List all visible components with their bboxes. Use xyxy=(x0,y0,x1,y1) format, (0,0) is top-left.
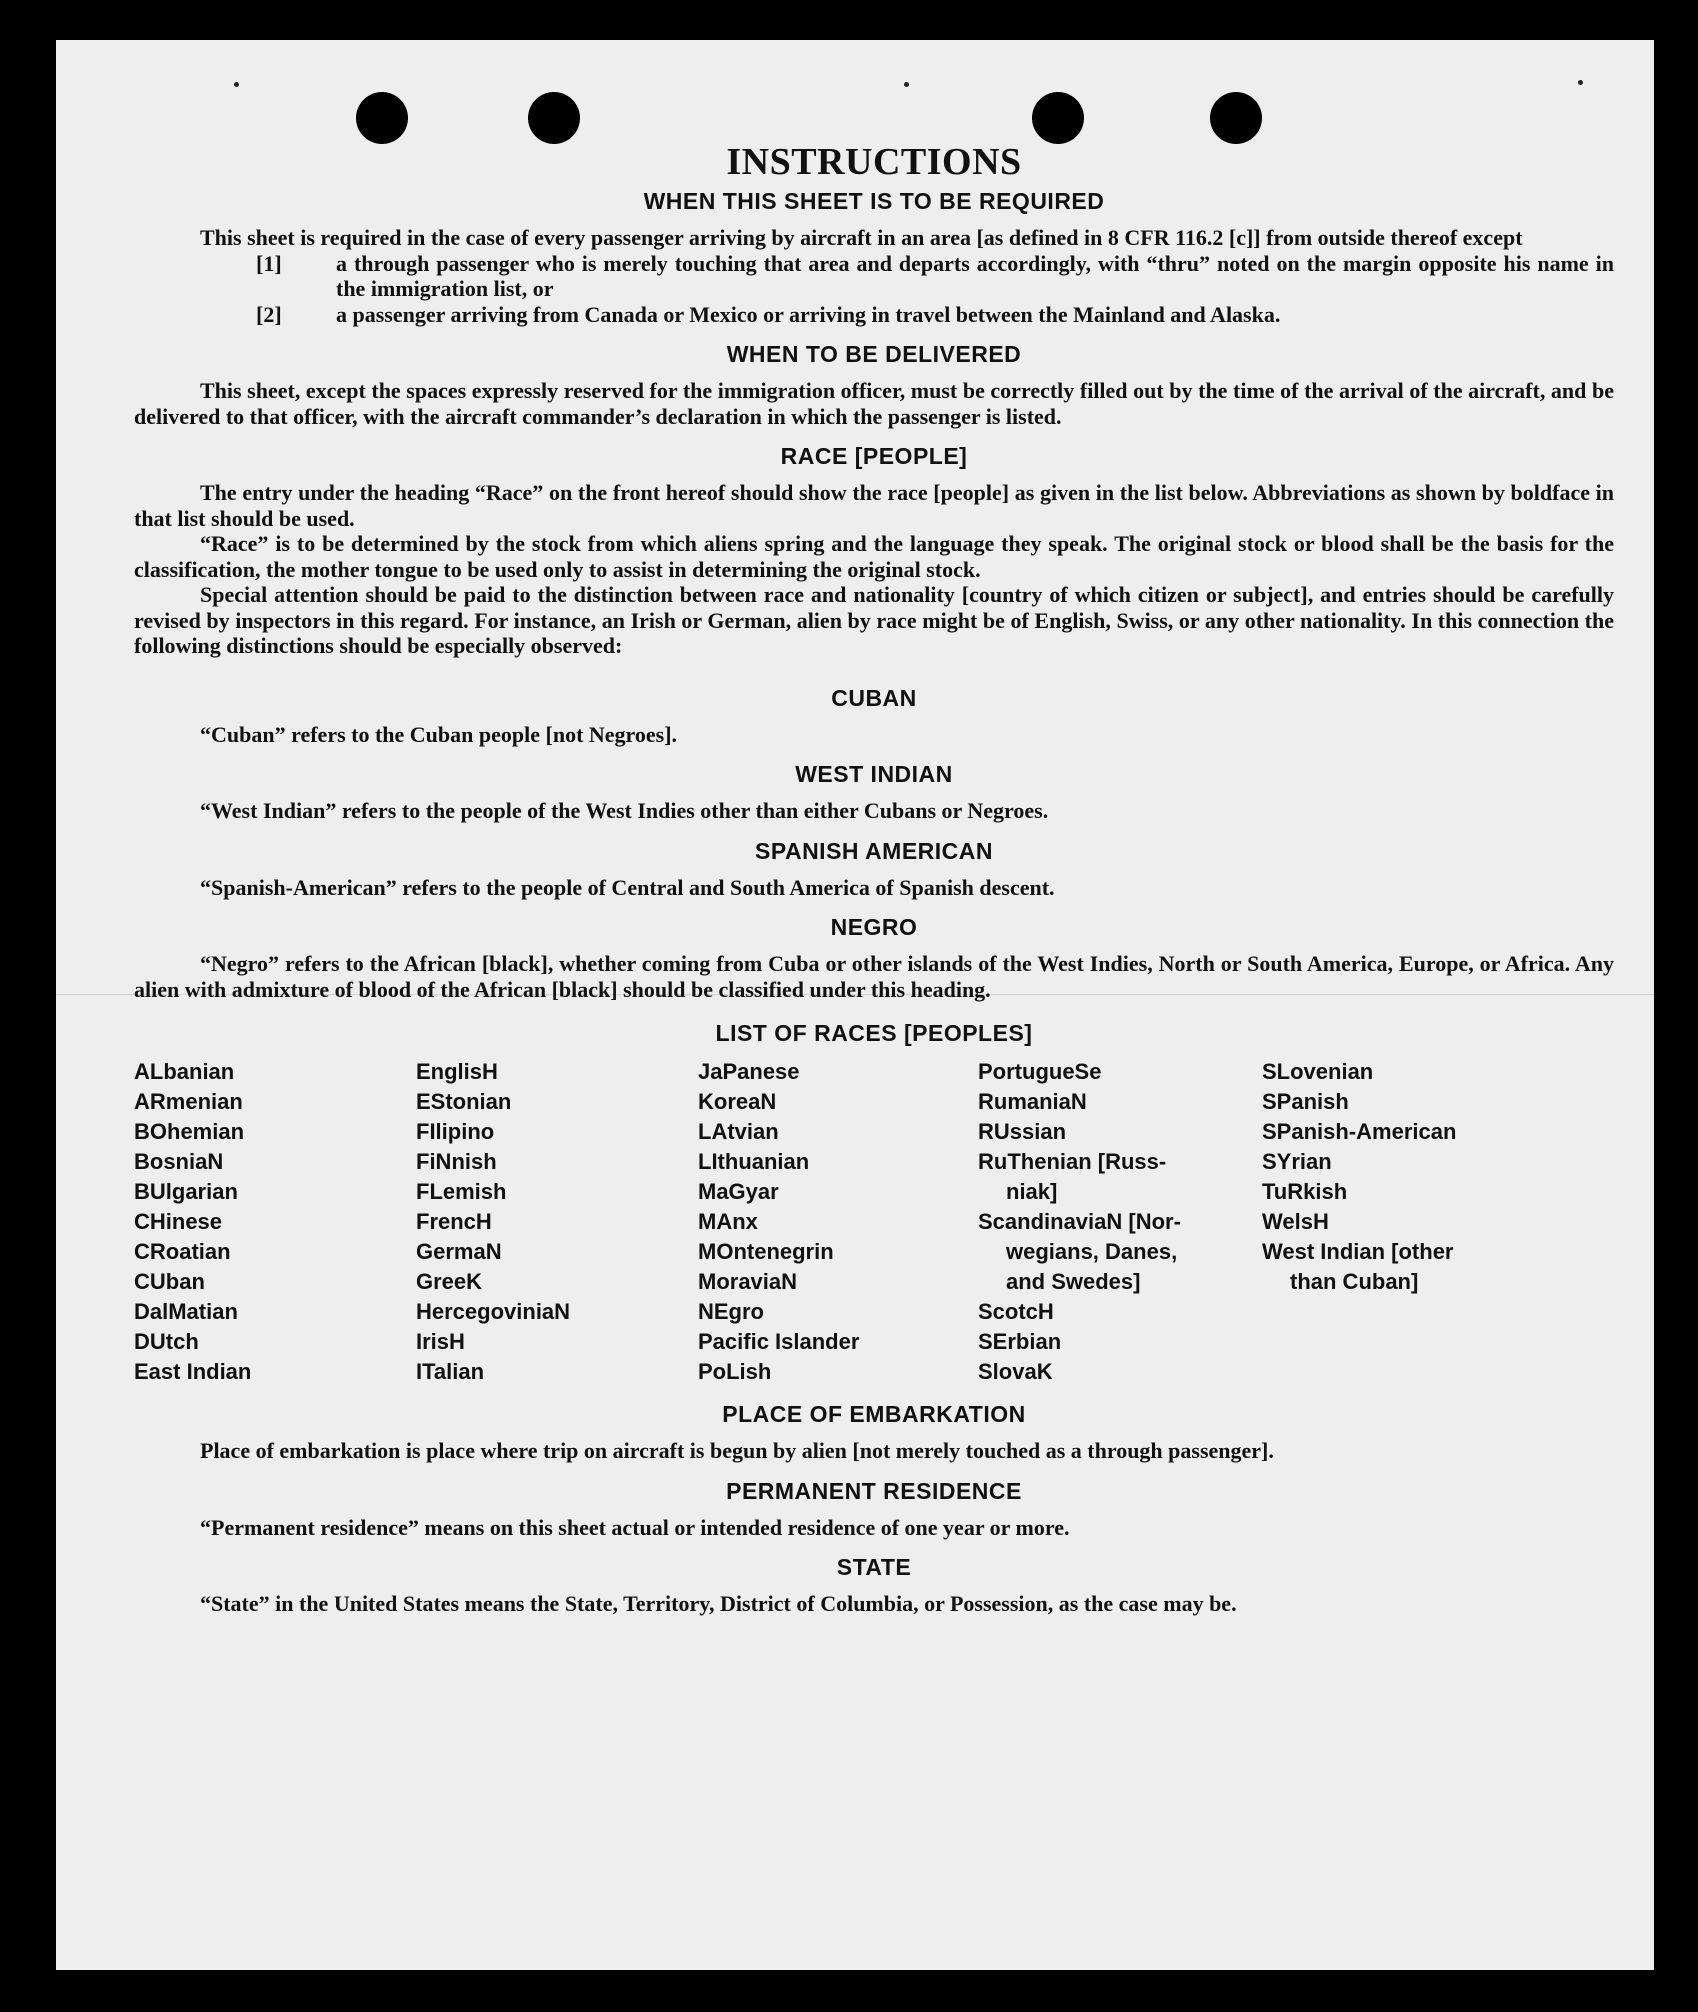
race-entry: FrencH xyxy=(416,1209,492,1234)
page-title: INSTRUCTIONS xyxy=(726,141,1022,183)
race-entry: GermaN xyxy=(416,1239,502,1264)
race-entry: DalMatian xyxy=(134,1299,238,1324)
race-entry: West Indian [other xyxy=(1262,1239,1454,1264)
races-column xyxy=(1262,1057,1512,1387)
race-paragraph-3: Special attention should be paid to the distinction between race and nationality [country of which citizen or subject], and entries should be carefully revised by inspectors in this regard. For instance, an Irish or German, alien by race might be of English, Swiss, or any other nationality. In this connection the following distinctions should be especially observed: xyxy=(134,582,1614,658)
race-entry: MaGyar xyxy=(698,1179,779,1204)
negro-text: “Negro” refers to the African [black], whether coming from Cuba or other islands of the West Indies, North or South America, Europe, or Africa. Any alien with admixture of blood of the African [black] should be classified under this heading. xyxy=(134,951,1614,1002)
heading-permanent-residence: PERMANENT RESIDENCE xyxy=(726,1477,1022,1504)
race-paragraph-1: The entry under the heading “Race” on the front hereof should show the race [people] as given in the list below. Abbreviations as shown by boldface in that list should be used. xyxy=(134,480,1614,531)
exception-text: a passenger arriving from Canada or Mexico or arriving in travel between the Mainland and Alaska. xyxy=(336,301,1281,327)
race-entry: CUban xyxy=(134,1269,205,1294)
exception-item xyxy=(256,302,1614,328)
races-column xyxy=(416,1057,698,1387)
document-sheet xyxy=(56,40,1654,1970)
race-entry: MOntenegrin xyxy=(698,1239,834,1264)
race-entry: KoreaN xyxy=(698,1089,777,1114)
speck xyxy=(1578,80,1583,85)
spanish-american-text: “Spanish-American” refers to the people of Central and South America of Spanish descent. xyxy=(200,874,1055,900)
race-entry: ALbanian xyxy=(134,1059,235,1084)
exception-number: [2] xyxy=(256,301,282,327)
punch-hole xyxy=(528,92,580,144)
race-entry: HercegoviniaN xyxy=(416,1299,571,1324)
instructions-content xyxy=(134,140,1614,1617)
speck xyxy=(904,82,909,87)
races-column xyxy=(978,1057,1262,1387)
race-entry: CHinese xyxy=(134,1209,223,1234)
embarkation-text: Place of embarkation is place where trip on aircraft is begun by alien [not merely touched as a through passenger]. xyxy=(200,1438,1274,1463)
heading-list-of-races: LIST OF RACES [PEOPLES] xyxy=(715,1020,1033,1046)
race-entry: TuRkish xyxy=(1262,1179,1348,1204)
race-entry: LIthuanian xyxy=(698,1149,810,1174)
race-entry: LAtvian xyxy=(698,1119,779,1144)
race-entry: EnglisH xyxy=(416,1059,498,1084)
races-column xyxy=(134,1057,416,1387)
race-entry: and Swedes] xyxy=(1006,1269,1141,1294)
state-text: “State” in the United States means the State, Territory, District of Columbia, or Possession, as the case may be. xyxy=(200,1591,1237,1616)
race-entry: East Indian xyxy=(134,1359,252,1384)
punch-hole xyxy=(1210,92,1262,144)
heading-race: RACE [PEOPLE] xyxy=(780,443,968,469)
when-required-intro: This sheet is required in the case of every passenger arriving by aircraft in an area [as defined in 8 CFR 116.2 [c]] from outside thereof except xyxy=(200,225,1523,250)
race-entry: RumaniaN xyxy=(978,1089,1087,1114)
race-entry: SErbian xyxy=(978,1329,1062,1354)
race-entry: BUlgarian xyxy=(134,1179,238,1204)
race-entry: ScotcH xyxy=(978,1299,1054,1324)
race-entry: SPanish-American xyxy=(1262,1119,1457,1144)
heading-embarkation: PLACE OF EMBARKATION xyxy=(722,1401,1026,1427)
heading-when-required: WHEN THIS SHEET IS TO BE REQUIRED xyxy=(643,188,1105,214)
race-entry: Pacific Islander xyxy=(698,1329,860,1354)
races-list xyxy=(134,1057,1614,1387)
heading-negro: NEGRO xyxy=(830,914,918,940)
race-entry: wegians, Danes, xyxy=(1006,1239,1178,1264)
race-entry: FiNnish xyxy=(416,1149,497,1174)
heading-west-indian: WEST INDIAN xyxy=(795,761,953,787)
race-entry: GreeK xyxy=(416,1269,483,1294)
heading-state: STATE xyxy=(836,1554,912,1580)
heading-cuban: CUBAN xyxy=(831,684,917,711)
race-entry: MoraviaN xyxy=(698,1269,798,1294)
race-entry: RuThenian [Russ- xyxy=(978,1149,1167,1174)
race-entry: RUssian xyxy=(978,1119,1067,1144)
race-entry: JaPanese xyxy=(698,1059,800,1084)
race-entry: EStonian xyxy=(416,1089,512,1114)
race-entry: SYrian xyxy=(1262,1149,1332,1174)
punch-hole xyxy=(356,92,408,144)
west-indian-text: “West Indian” refers to the people of the West Indies other than either Cubans or Negroes. xyxy=(200,798,1049,823)
race-entry: IrisH xyxy=(416,1329,465,1354)
races-column xyxy=(698,1057,978,1387)
race-entry: CRoatian xyxy=(134,1239,231,1264)
race-entry: PoLish xyxy=(698,1359,772,1384)
punch-hole xyxy=(1032,92,1084,144)
speck xyxy=(234,82,239,87)
permanent-residence-text: “Permanent residence” means on this sheet actual or intended residence of one year or more. xyxy=(200,1514,1070,1540)
race-entry: than Cuban] xyxy=(1290,1269,1419,1294)
exception-number: [1] xyxy=(256,250,282,276)
race-entry: SPanish xyxy=(1262,1089,1349,1114)
race-entry: BosniaN xyxy=(134,1149,224,1174)
race-entry: FLemish xyxy=(416,1179,507,1204)
race-entry: ARmenian xyxy=(134,1089,243,1114)
race-entry: SLovenian xyxy=(1262,1059,1374,1084)
race-entry: MAnx xyxy=(698,1209,758,1234)
exception-text: a through passenger who is merely touching that area and departs accordingly, with “thru” noted on the margin opposite his name in the immigration list, or xyxy=(336,250,1614,301)
heading-when-delivered: WHEN TO BE DELIVERED xyxy=(726,341,1022,367)
race-entry: FIlipino xyxy=(416,1119,495,1144)
race-entry: ScandinaviaN [Nor- xyxy=(978,1209,1181,1234)
race-entry: PortugueSe xyxy=(978,1059,1102,1084)
cuban-text: “Cuban” refers to the Cuban people [not Negroes]. xyxy=(200,721,678,747)
race-entry: DUtch xyxy=(134,1329,199,1354)
race-entry: BOhemian xyxy=(134,1119,245,1144)
race-entry: NEgro xyxy=(698,1299,764,1324)
race-entry: niak] xyxy=(1006,1179,1058,1204)
race-entry: ITalian xyxy=(416,1359,485,1384)
heading-spanish-american: SPANISH AMERICAN xyxy=(754,837,993,864)
race-entry: SlovaK xyxy=(978,1359,1053,1384)
exception-item xyxy=(256,251,1614,302)
race-entry: WelsH xyxy=(1262,1209,1329,1234)
when-delivered-text: This sheet, except the spaces expressly reserved for the immigration officer, must be correctly filled out by the time of the arrival of the aircraft, and be delivered to that officer, with the aircraft commander’s declaration in which the passenger is listed. xyxy=(134,378,1614,429)
race-paragraph-2: “Race” is to be determined by the stock from which aliens spring and the language they speak. The original stock or blood shall be the basis for the classification, the mother tongue to be used only to assist in determining the original stock. xyxy=(134,531,1614,582)
